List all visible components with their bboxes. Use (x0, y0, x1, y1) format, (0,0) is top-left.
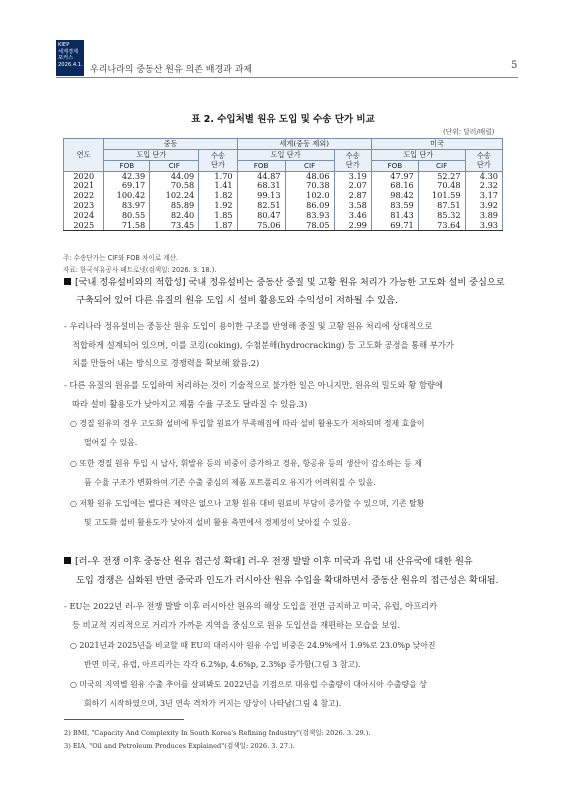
value-cell: 70.58 (150, 181, 199, 191)
value-cell: 3.58 (334, 201, 371, 211)
table-source: 자료: 한국석유공사 페트로넷(검색일: 2026. 3. 18.). (63, 266, 217, 274)
table-unit: (단위: 달러/배럴) (443, 128, 495, 136)
year-cell: 2020 (64, 171, 104, 181)
section-heading-line: 도입 경쟁은 심화된 반면 중국과 인도가 러시아산 원유 수입을 확대하면서 중동산 원유의 접근성은 확대됨. (76, 575, 499, 586)
value-cell: 1.92 (199, 201, 237, 211)
group-header-middle-east: 중동 (104, 139, 237, 150)
intro-price-header: 도입 단가 (371, 150, 465, 161)
value-cell: 82.51 (237, 201, 285, 211)
page-number: 5 (511, 60, 518, 71)
bullet-line: 떨어질 수 있음. (84, 438, 138, 447)
value-cell: 75.06 (237, 221, 285, 231)
bullet-line: ○ 2021년과 2025년을 비교할 때 EU의 대러시아 원유 수입 비중은 24.9%에서 1.9%로 23.0%p 낮아진 (70, 641, 436, 650)
fob-header: FOB (237, 161, 285, 172)
value-cell: 52.27 (418, 171, 465, 181)
value-cell: 78.05 (285, 221, 334, 231)
value-cell: 85.89 (150, 201, 199, 211)
paragraph-line: - 우리나라 정유설비는 중동산 원유 도입이 용이한 구조를 반영해 중질 및 고황 원유 처리에 상대적으로 (64, 321, 433, 331)
ship-cost-header (334, 150, 371, 172)
ship-cost-label: 수송 단가 (211, 150, 225, 170)
footnote-3: 3) EIA, "Oil and Petroleum Produces Explained"(검색일: 2026. 3. 27.). (64, 742, 295, 750)
footnote-divider (64, 719, 184, 720)
value-cell: 100.42 (104, 191, 150, 201)
value-cell: 101.59 (418, 191, 465, 201)
value-cell: 81.43 (371, 211, 418, 221)
value-cell: 83.59 (371, 201, 418, 211)
value-cell: 83.97 (104, 201, 150, 211)
section-heading (64, 553, 514, 571)
value-cell: 99.13 (237, 191, 285, 201)
value-cell: 98.42 (371, 191, 418, 201)
value-cell: 68.31 (237, 181, 285, 191)
value-cell: 85.32 (418, 211, 465, 221)
value-cell: 73.64 (418, 221, 465, 231)
crude-import-price-table (63, 138, 503, 231)
value-cell: 80.55 (104, 211, 150, 221)
value-cell: 2.07 (334, 181, 371, 191)
ship-cost-header (199, 150, 237, 172)
year-cell: 2022 (64, 191, 104, 201)
year-cell: 2021 (64, 181, 104, 191)
value-cell: 70.48 (418, 181, 465, 191)
paragraph-line: 치를 만들어 내는 방식으로 경쟁력을 확보해 왔음.2) (72, 358, 260, 368)
bullet-line: 품 수율 구조가 변화하여 기존 수출 중심의 제품 포트폴리오 유지가 어려워질 수 있음. (84, 478, 376, 487)
document-title: 우리나라의 중동산 원유 의존 배경과 과제 (90, 65, 253, 75)
fob-header: FOB (371, 161, 418, 172)
cif-header: CIF (418, 161, 465, 172)
value-cell: 1.82 (199, 191, 237, 201)
square-bullet-icon (64, 278, 71, 285)
paragraph-line: 따라 설비 활용도가 낮아지고 제품 수율 구조도 달라질 수 있음.3) (72, 399, 308, 409)
value-cell: 73.45 (150, 221, 199, 231)
value-cell: 83.93 (285, 211, 334, 221)
footnote-2: 2) BMI, "Capacity And Complexity In South Korea's Refining Industry"(검색일: 2026. 3. 29.). (64, 729, 371, 737)
square-bullet-icon (64, 557, 71, 564)
value-cell: 47.97 (371, 171, 418, 181)
year-cell: 2024 (64, 211, 104, 221)
paragraph-line: - EU는 2022년 러-우 전쟁 발발 이후 러시아산 원유의 해상 도입을 전면 금지하고 미국, 유럽, 아프리카 (64, 601, 438, 611)
bullet-line: ○ 또한 경질 원유 투입 시 납사, 휘발유 등의 비중이 증가하고 경유, 항공유 등의 생산이 감소하는 등 제 (70, 459, 422, 468)
value-cell: 70.38 (285, 181, 334, 191)
value-cell: 69.17 (104, 181, 150, 191)
value-cell: 69.71 (371, 221, 418, 231)
value-cell: 3.92 (465, 201, 502, 211)
value-cell: 44.87 (237, 171, 285, 181)
bullet-line: 및 고도화 설비 활용도가 낮아져 설비 활용 측면에서 경제성이 낮아질 수 있음. (84, 518, 351, 527)
intro-price-header: 도입 단가 (104, 150, 199, 161)
value-cell: 86.09 (285, 201, 334, 211)
brand-line: 세계경제 (58, 48, 79, 55)
ship-cost-label: 수송 단가 (476, 150, 491, 170)
group-header-usa: 미국 (371, 139, 502, 150)
value-cell: 3.89 (465, 211, 502, 221)
intro-price-header: 도입 단가 (237, 150, 334, 161)
table-row (64, 221, 503, 231)
cif-header: CIF (285, 161, 334, 172)
value-cell: 44.09 (150, 171, 199, 181)
ship-cost-label: 수송 단가 (345, 150, 360, 170)
value-cell: 87.51 (418, 201, 465, 211)
bullet-line: ○ 경질 원유의 경우 고도화 설비에 투입할 원료가 부족해짐에 따라 설비 활용도가 저하되며 정제 효율이 (70, 419, 425, 428)
fob-header: FOB (104, 161, 150, 172)
bullet-line: 반면 미국, 유럽, 아프리카는 각각 6.2%p, 4.6%p, 2.3%p 증가함(그림 3 참고). (84, 660, 361, 669)
section-heading (64, 274, 514, 292)
section-heading-line: 구축되어 있어 다른 유질의 원유 도입 시 설비 활용도와 수익성이 저하될 수 있음. (76, 295, 398, 306)
value-cell: 2.32 (465, 181, 502, 191)
value-cell: 42.39 (104, 171, 150, 181)
value-cell: 48.06 (285, 171, 334, 181)
table-title: 표 2. 수입처별 원유 도입 및 수송 단가 비교 (191, 114, 375, 125)
table-note: 주: 수송단가는 CIF와 FOB 차이로 계산. (63, 254, 179, 262)
paragraph-line: - 다른 유질의 원유를 도입하여 처리하는 것이 기술적으로 불가한 일은 아니지만, 원유의 밀도와 황 함량에 (64, 380, 443, 390)
bullet-line: ○ 미국의 지역별 원유 수출 추이를 살펴봐도 2022년을 기점으로 대유럽 수출량이 대아시아 수출량을 상 (70, 680, 427, 689)
year-cell: 2023 (64, 201, 104, 211)
year-header: 연도 (64, 139, 104, 172)
paragraph-line: 등 비교적 지리적으로 거리가 가까운 지역을 중심으로 원유 도입선을 재편하는 모습을 보임. (72, 620, 401, 630)
bullet-line: ○ 저황 원유 도입에는 별다른 제약은 없으나 고황 원유 대비 원료비 부담이 증가할 수 있으며, 기존 탈황 (70, 499, 425, 508)
value-cell: 1.87 (199, 221, 237, 231)
bullet-line: 회하기 시작하였으며, 3년 연속 격차가 커지는 양상이 나타남(그림 4 참고). (84, 699, 342, 708)
value-cell: 3.93 (465, 221, 502, 231)
value-cell: 71.58 (104, 221, 150, 231)
value-cell: 2.99 (334, 221, 371, 231)
value-cell: 2.87 (334, 191, 371, 201)
page-header (0, 0, 566, 82)
section-heading-line: [러-우 전쟁 이후 중동산 원유 접근성 확대] 러-우 전쟁 발발 이후 미국과 유럽 내 산유국에 대한 원유 (75, 556, 473, 567)
ship-cost-header (465, 150, 502, 172)
value-cell: 3.46 (334, 211, 371, 221)
kiep-logo (56, 40, 84, 76)
value-cell: 3.19 (334, 171, 371, 181)
value-cell: 1.41 (199, 181, 237, 191)
year-cell: 2025 (64, 221, 104, 231)
value-cell: 82.40 (150, 211, 199, 221)
value-cell: 68.16 (371, 181, 418, 191)
value-cell: 3.17 (465, 191, 502, 201)
cif-header: CIF (150, 161, 199, 172)
value-cell: 102.0 (285, 191, 334, 201)
value-cell: 4.30 (465, 171, 502, 181)
brand-line: KIEP (58, 42, 70, 48)
section-heading-line: [국내 정유설비와의 적합성] 국내 정유설비는 중동산 중질 및 고황 원유 처리가 가능한 고도화 설비 중심으로 (75, 277, 505, 288)
value-cell: 80.47 (237, 211, 285, 221)
brand-line: 포커스 (58, 55, 74, 62)
group-header-world-ex-me: 세계(중동 제외) (237, 139, 371, 150)
value-cell: 1.85 (199, 211, 237, 221)
brand-line: 2026.4.1. (58, 61, 83, 68)
value-cell: 1.70 (199, 171, 237, 181)
header-divider (56, 77, 518, 78)
value-cell: 102.24 (150, 191, 199, 201)
paragraph-line: 적합하게 설계되어 있으며, 이를 코킹(coking), 수첨분해(hydrocracking) 등 고도화 공정을 통해 부가가 (72, 340, 454, 350)
